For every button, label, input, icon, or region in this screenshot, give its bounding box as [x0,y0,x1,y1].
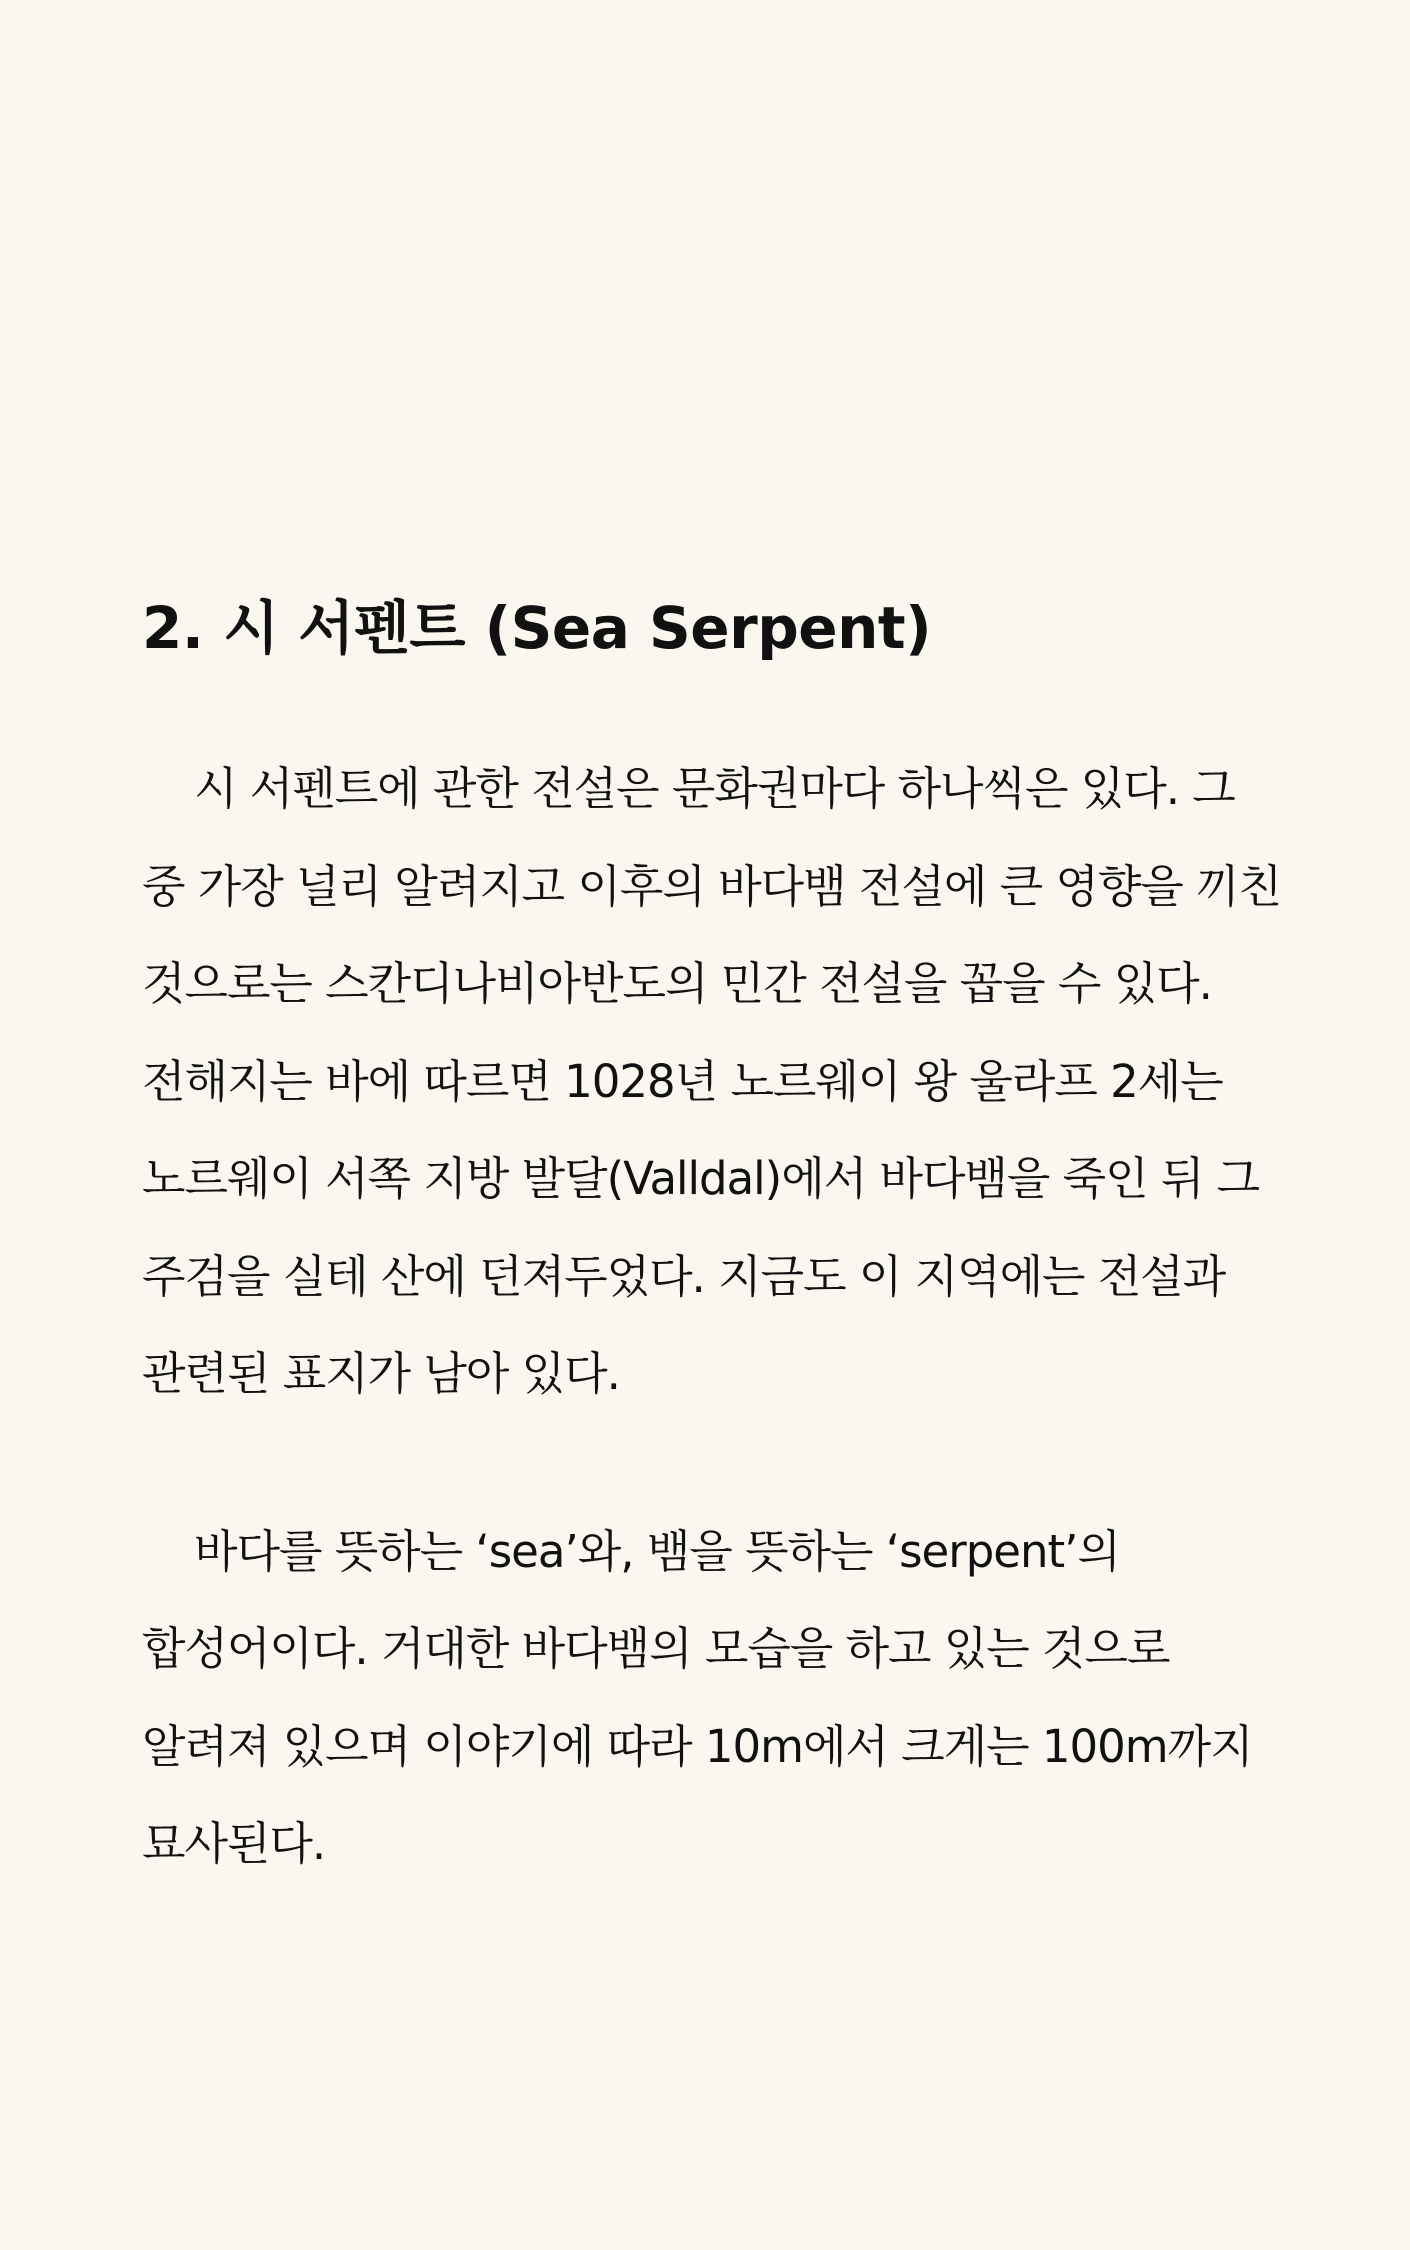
section-title: 2. 시 서펜트 (Sea Serpent) [142,594,932,662]
paragraph-legend: 시 서펜트에 관한 전설은 문화권마다 하나씩은 있다. 그 중 가장 널리 알려지고 이후의 바다뱀 전설에 큰 영향을 끼친 것으로는 스칸디나비아반도의 민간 전설을 꼽을 수 있다. 전해지는 바에 따르면 1028년 노르웨이 왕 울라프 2세는 노르웨이 서쪽 지방 발달(Valldal)에서 바다뱀을 죽인 뒤 그 주검을 실테 산에 던져두었다. 지금도 이 지역에는 전설과 관련된 표지가 남아 있다. [142,762,1282,1400]
document-page [142,580,1282,1893]
paragraph-etymology: 바다를 뜻하는 ‘sea’와, 뱀을 뜻하는 ‘serpent’의 합성어이다. 거대한 바다뱀의 모습을 하고 있는 것으로 알려져 있으며 이야기에 따라 10m에서 크게는 100m까지 묘사된다. [142,1524,1253,1870]
